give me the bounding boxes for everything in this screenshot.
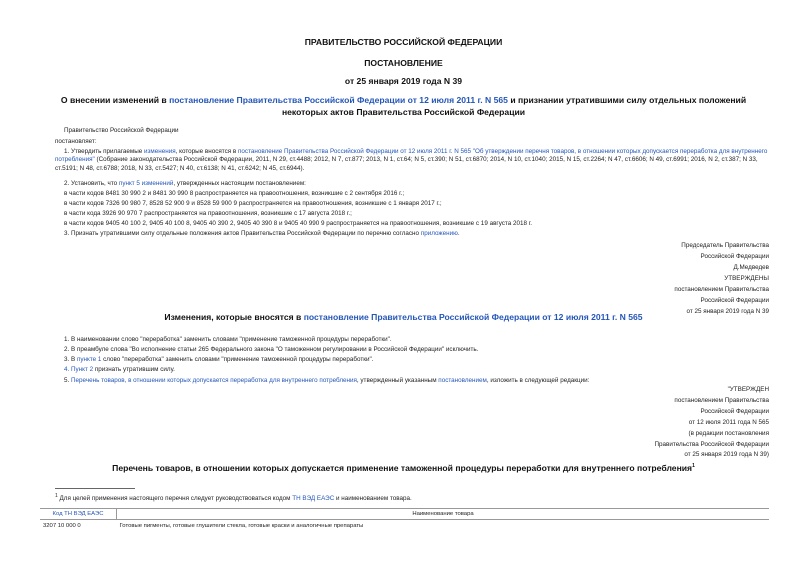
table-row: [40, 520, 769, 533]
p2-line-2: в части кодов 7326 90 980 7, 8528 52 900 9 и 8528 59 900 9 распространяется на правоотношения, возникшие с 1 января 2017 г.;: [64, 200, 442, 207]
p1-text-a: 1. Утвердить прилагаемые: [64, 148, 144, 155]
signature-line-1: Председатель Правительства: [681, 242, 769, 249]
p3-text-b: .: [457, 230, 460, 237]
footnote: [55, 493, 412, 502]
approved-line-4: от 12 июля 2011 года N 565: [688, 418, 769, 426]
government-heading: ПРАВИТЕЛЬСТВО РОССИЙСКОЙ ФЕДЕРАЦИИ: [304, 37, 503, 47]
approval-line-2: постановлением Правительства: [674, 286, 769, 293]
doc-type-heading: ПОСТАНОВЛЕНИЕ: [364, 58, 443, 68]
title-line2: некоторых актов Правительства Российской Федерации: [281, 106, 526, 117]
table-cell-name: Готовые пигменты, готовые глушители стекла, готовые краски и аналогичные препараты: [119, 523, 364, 529]
i5-link-decree[interactable]: постановлением: [438, 377, 487, 384]
approval-line-4: от 25 января 2019 года N 39: [686, 308, 769, 315]
i3-text-a: 3. В: [64, 356, 77, 363]
title-post: и признании утратившими силу отдельных положений: [507, 95, 747, 105]
p2-line-3: в части кода 3926 90 970 7 распространяется на правоотношения, возникшие с 17 августа 2018 г.;: [64, 210, 352, 217]
footnote-divider: [55, 488, 135, 489]
approval-line-3: Российской Федерации: [700, 297, 769, 304]
signature-block: [674, 240, 769, 317]
i4-link-item-2[interactable]: 4. Пункт 2: [64, 366, 94, 373]
p2-line-4: в части кодов 9405 40 100 2, 9405 40 100 8, 9405 40 390 2, 9405 40 390 8 и 9405 40 990 9 распространяется на правоотношения, возникшие с 19 августа 2018 г.: [64, 220, 533, 227]
p1-text-c: (Собрание законодательства Российской Федерации, 2011, N 29, ст.4488; 2012, N 7, ст.877; 2013, N 1, ст.64; N 5, ст.390; N 51, ст.6870; 2014, N 10, ст.1040; 2015, N 15, ст.2264; N 47, ст.6606; N 49, ст.6991; 2016, N 2, ст.387; N 33, ст.5191; N 48, ст.6788; 2018, N 33, ст.5427; N 40, ст.6138; N 41, ст.6242; N 45, ст.6944).: [55, 156, 758, 172]
change-item-5: [64, 377, 589, 385]
title-link-decree-565[interactable]: постановление Правительства Российской Федерации от 12 июля 2011 г. N 565: [169, 95, 508, 105]
table-header-row: [40, 509, 769, 520]
list-title: [40, 461, 767, 474]
signature-line-2: Российской Федерации: [700, 253, 769, 260]
i3-text-b: слово "переработка" заменить словами "применение таможенной процедуры переработки".: [101, 356, 374, 363]
approved-line-6: Правительства Российской Федерации: [654, 440, 769, 448]
p2-line-1: в части кодов 8481 30 990 2 и 8481 30 990 8 распространяется на правоотношения, возникшие с 2 сентября 2016 г.;: [64, 190, 405, 197]
p2-text-b: , утвержденных настоящим постановлением:: [173, 180, 306, 187]
gov-rf-label: Правительство Российской Федерации: [64, 127, 179, 134]
p2-text-a: 2. Установить, что: [64, 180, 119, 187]
p3-text-a: 3. Признать утратившими силу отдельные положения актов Правительства Российской Федерации по перечню согласно: [64, 230, 421, 237]
signature-line-3: Д.Медведев: [733, 264, 769, 271]
p2-link-item-5[interactable]: пункт 5 изменений: [118, 180, 174, 187]
p3-link-appendix[interactable]: приложению: [420, 230, 458, 237]
i5-link-list[interactable]: Перечень товаров, в отношении которых допускается переработка для внутреннего потребления: [71, 377, 357, 384]
footnote-link-tnved[interactable]: ТН ВЭД ЕАЭС: [292, 495, 335, 503]
decrees-label: постановляет:: [55, 138, 97, 145]
changes-title: [40, 312, 767, 324]
p1-text-b: , которые вносятся в: [175, 148, 239, 155]
list-title-text: Перечень товаров, в отношении которых допускается применение таможенной процедуры переработки для внутреннего потребления: [112, 462, 693, 473]
changes-title-pre: Изменения, которые вносятся в: [164, 312, 304, 322]
footnote-text-pre: Для целей применения настоящего перечня следует руководствоваться кодом: [57, 495, 293, 503]
change-item-2: 2. В преамбуле слова "Во исполнение статьи 265 Федерального закона "О таможенном регулировании в Российской Федерации" исключить.: [64, 346, 479, 353]
changes-title-link[interactable]: постановление Правительства Российской Федерации от 12 июля 2011 г. N 565: [303, 312, 643, 322]
document-title: [40, 95, 767, 118]
i4-text-b: признать утратившим силу.: [93, 366, 175, 373]
paragraph-3: [64, 230, 460, 238]
title-pre: О внесении изменений в: [60, 95, 170, 105]
footnote-text-post: и наименованием товара.: [334, 495, 412, 503]
table-cell-code: 3207 10 000 0: [43, 523, 81, 529]
p1-link-changes[interactable]: изменения: [144, 148, 176, 155]
approved-line-3: Российской Федерации: [700, 407, 769, 415]
paragraph-1: [55, 148, 770, 173]
approved-line-2: постановлением Правительства: [674, 396, 769, 404]
approval-line-1: УТВЕРЖДЕНЫ: [724, 275, 769, 282]
p1-link-decree-565[interactable]: постановление Правительства Российской Федерации от 12 июля 2011 г. N 565 "Об утверждении перечня товаров, в отношении которых допускается переработка для внутреннего потребления": [55, 148, 768, 164]
change-item-3: [64, 356, 373, 364]
list-title-footnote-mark: 1: [692, 463, 695, 469]
paragraph-2: [64, 180, 306, 188]
change-item-1: 1. В наименовании слово "переработка" заменить словами "применение таможенной процедуры переработки".: [64, 336, 392, 343]
footnote-mark: 1: [55, 493, 58, 499]
i3-link-item-1[interactable]: пункте 1: [76, 356, 102, 363]
col-header-code-link[interactable]: Код ТН ВЭД ЕАЭС: [52, 511, 104, 517]
approved-block: [655, 385, 769, 461]
i5-text-b: , утвержденный указанным: [356, 377, 439, 384]
change-item-4: [64, 366, 175, 374]
doc-date-number: от 25 января 2019 года N 39: [344, 76, 463, 86]
approved-line-1: "УТВЕРЖДЕН: [727, 386, 769, 393]
i5-text-c: , изложить в следующей редакции:: [486, 377, 590, 384]
i5-text-a: 5.: [64, 377, 72, 384]
col-header-name: Наименование товара: [117, 509, 770, 520]
goods-table: [40, 508, 769, 532]
approved-line-7: от 25 января 2019 года N 39): [684, 451, 769, 459]
col-header-code: [40, 509, 117, 520]
approved-line-5: (в редакции постановления: [688, 429, 769, 437]
